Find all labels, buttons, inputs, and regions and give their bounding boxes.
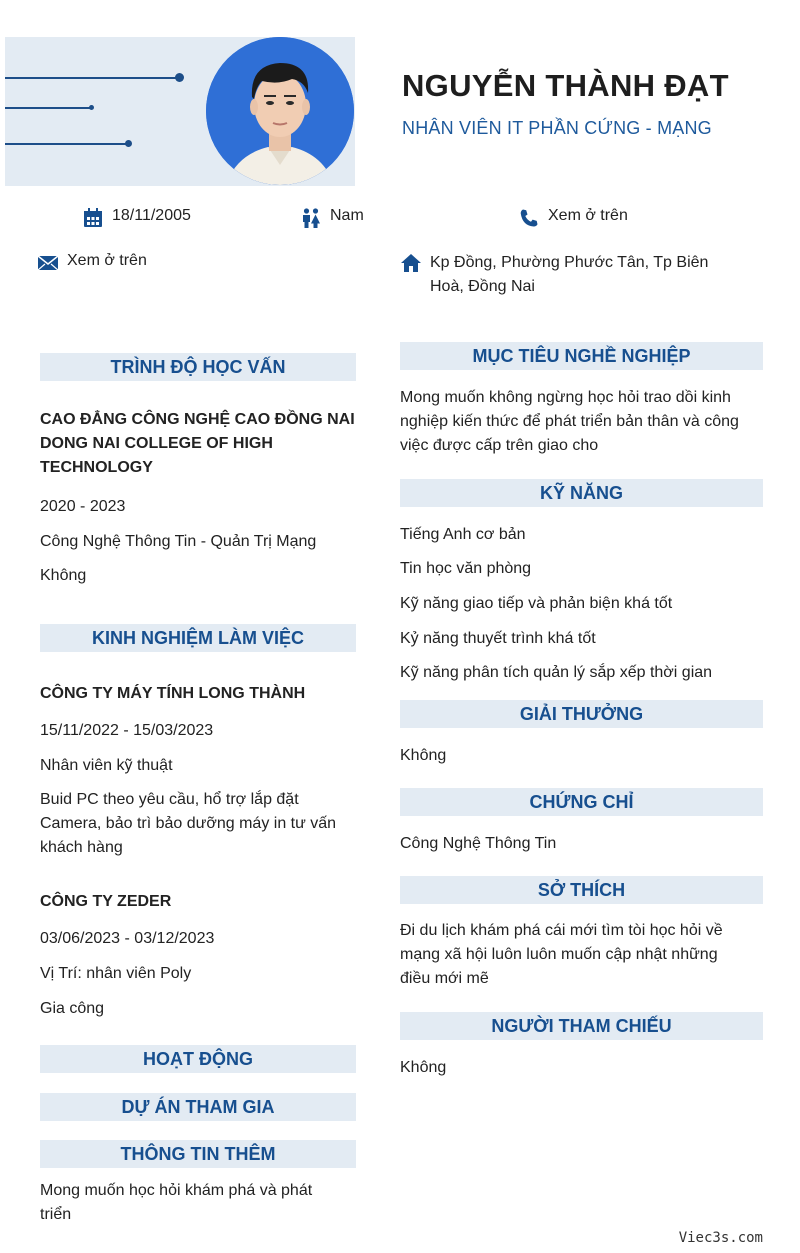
hobbies-text (400, 919, 763, 991)
additional-info-heading: THÔNG TIN THÊM (40, 1140, 356, 1168)
gender-info (300, 207, 364, 229)
skill-item: Kỹ năng giao tiếp và phản biện khá tốt (400, 595, 673, 612)
additional-line: triển (40, 1206, 72, 1223)
site-watermark[interactable]: Viec3s.com (678, 1230, 763, 1246)
awards-heading: GIẢI THƯỞNG (400, 700, 763, 728)
email-value: Xem ở trên (67, 252, 147, 269)
school-line: TECHNOLOGY (40, 459, 153, 476)
address-line: Hoà, Đồng Nai (430, 278, 535, 295)
skills-heading: KỸ NĂNG (400, 479, 763, 507)
home-icon (400, 252, 422, 274)
education-heading: TRÌNH ĐỘ HỌC VẤN (40, 353, 356, 381)
decor-line (5, 77, 177, 79)
hobby-line: mạng xã hội luôn luôn muốn cập nhật những (400, 946, 718, 963)
address-line: Kp Đồng, Phường Phước Tân, Tp Biên (430, 254, 709, 271)
hobby-line: Đi du lịch khám phá cái mới tìm tòi học hỏi về (400, 922, 723, 939)
skill-item: Kỷ năng thuyết trình khá tốt (400, 630, 596, 647)
job-desc-line: khách hàng (40, 839, 123, 856)
phone-info (518, 207, 628, 229)
gender-icon (300, 207, 322, 229)
decor-line (5, 107, 91, 109)
objective-line: Mong muốn không ngừng học hỏi trao dồi kinh (400, 389, 731, 406)
skill-item: Kỹ năng phân tích quản lý sắp xếp thời gian (400, 664, 713, 681)
job-company: CÔNG TY ZEDER (40, 893, 172, 910)
school-name (40, 408, 356, 480)
skill-item: Tin học văn phòng (400, 560, 532, 577)
phone-icon (518, 207, 540, 229)
mail-icon (37, 252, 59, 274)
birthdate-value: 18/11/2005 (112, 207, 191, 224)
job-position: Vị Trí: nhân viên Poly (40, 965, 192, 982)
additional-info-text (40, 1179, 356, 1227)
hobby-line: điều mới mẽ (400, 970, 489, 987)
experience-heading: KINH NGHIỆM LÀM VIỆC (40, 624, 356, 652)
job-company: CÔNG TY MÁY TÍNH LONG THÀNH (40, 685, 306, 702)
decor-dot (175, 73, 184, 82)
address-text (430, 251, 708, 299)
calendar-icon (82, 207, 104, 229)
profile-photo (206, 37, 354, 185)
decor-line (5, 143, 128, 145)
references-heading: NGƯỜI THAM CHIẾU (400, 1012, 763, 1040)
education-major: Công Nghệ Thông Tin - Quản Trị Mạng (40, 533, 317, 550)
education-note: Không (40, 567, 87, 584)
skill-item: Tiếng Anh cơ bản (400, 526, 526, 543)
job-position: Nhân viên kỹ thuật (40, 757, 173, 774)
job-title: NHÂN VIÊN IT PHẦN CỨNG - MẠNG (402, 118, 712, 138)
job-desc-line: Camera, bảo trì bảo dưỡng máy in tư vấn (40, 815, 337, 832)
references-text: Không (400, 1059, 447, 1076)
school-line: DONG NAI COLLEGE OF HIGH (40, 435, 273, 452)
decor-dot (89, 105, 94, 110)
certificates-heading: CHỨNG CHỈ (400, 788, 763, 816)
objective-line: việc được cấp trên giao cho (400, 437, 599, 454)
job-description: Gia công (40, 1000, 105, 1017)
job-period: 15/11/2022 - 15/03/2023 (40, 722, 214, 739)
address-info (400, 252, 730, 299)
job-desc-line: Buid PC theo yêu cầu, hổ trợ lắp đặt (40, 791, 299, 808)
decor-dot (125, 140, 132, 147)
activities-heading: HOẠT ĐỘNG (40, 1045, 356, 1073)
projects-heading: DỰ ÁN THAM GIA (40, 1093, 356, 1121)
email-info (37, 252, 147, 274)
job-description (40, 788, 356, 860)
objective-text (400, 386, 763, 458)
school-line: CAO ĐẲNG CÔNG NGHỆ CAO ĐỒNG NAI (40, 411, 355, 428)
additional-line: Mong muốn học hỏi khám phá và phát (40, 1182, 313, 1199)
birthdate-info (82, 207, 191, 229)
phone-value: Xem ở trên (548, 207, 628, 224)
certificates-text: Công Nghệ Thông Tin (400, 835, 557, 852)
job-period: 03/06/2023 - 03/12/2023 (40, 930, 215, 947)
gender-value: Nam (330, 207, 364, 224)
hobbies-heading: SỞ THÍCH (400, 876, 763, 904)
candidate-name: NGUYỄN THÀNH ĐẠT (402, 68, 729, 103)
education-period: 2020 - 2023 (40, 498, 126, 515)
objective-heading: MỤC TIÊU NGHỀ NGHIỆP (400, 342, 763, 370)
objective-line: nghiệp kiến thức để phát triển bản thân và công (400, 413, 739, 430)
awards-text: Không (400, 747, 447, 764)
